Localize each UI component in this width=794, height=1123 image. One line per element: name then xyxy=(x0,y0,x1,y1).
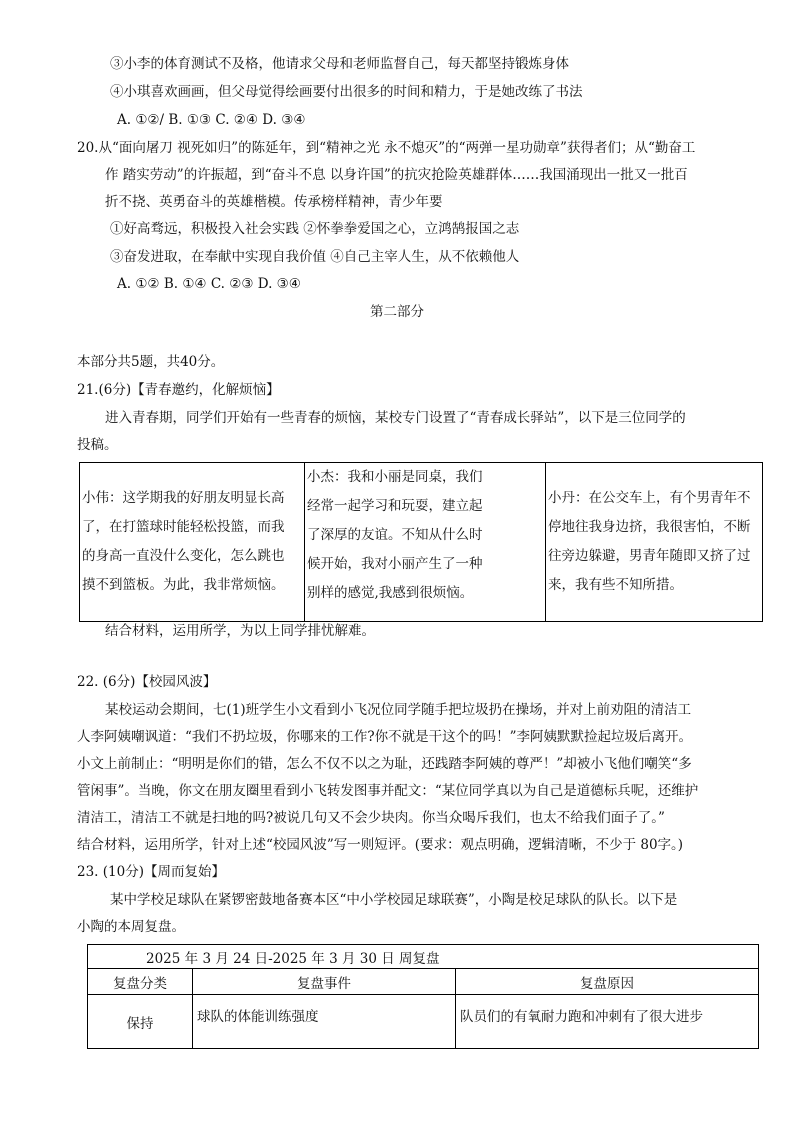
q20-options-3-4: ③奋发进取，在奉献中实现自我价值 ④自己主宰人生，从不依赖他人 xyxy=(110,249,520,265)
q19-option-3: ③小李的体育测试不及格，他请求父母和老师监督自己，每天都坚持锻炼身体 xyxy=(110,56,569,72)
q23-para-line1: 某中学校足球队在紧锣密鼓地备赛本区“中小学校园足球联赛”，小陶是校足球队的队长。以下是 xyxy=(110,892,678,908)
q21-para-line2: 投稿。 xyxy=(77,437,118,453)
q22-header: 22. (6分)【校园风波】 xyxy=(77,674,217,690)
q21-para-line1: 进入青春期，同学们开始有一些青春的烦恼，某校专门设置了“青春成长驿站”，以下是三位同学的 xyxy=(105,410,686,426)
q21-cell-xiaowei: 小伟：这学期我的好朋友明显长高 了，在打篮球时能轻松投篮，而我 的身高一直没什么变化，怎么跳也 摸不到篮板。为此，我非常烦恼。 xyxy=(80,463,305,622)
q23-header-event: 复盘事件 xyxy=(193,969,456,995)
q21-student-table xyxy=(79,462,763,622)
q23-review-table xyxy=(87,944,759,1049)
q22-line1: 某校运动会期间，七(1)班学生小文看到小飞况位同学随手把垃圾扔在操场，并对上前劝阻的清洁工 xyxy=(105,702,692,718)
q20-options-1-2: ①好高骛远，积极投入社会实践 ②怀拳拳爱国之心，立鸿鹄报国之志 xyxy=(110,221,520,237)
q23-row-category: 保持 xyxy=(88,995,193,1049)
q22-line3: 小文上前制止：“明明是你们的错，怎么不仅不以之为耻，还践踏李阿姨的尊严！”却被小飞他们嘲笑“多 xyxy=(77,756,692,772)
q22-line2: 人李阿姨嘲讽道：“我们不扔垃圾，你哪来的工作?你不就是干这个的吗！”李阿姨默默捡起垃圾后离开。 xyxy=(77,729,693,745)
q23-para-line2: 小陶的本周复盘。 xyxy=(77,919,185,935)
q22-task: 结合材料，运用所学，针对上述“校园风波”写一则短评。(要求：观点明确，逻辑清晰，不少于 80字。) xyxy=(77,837,684,853)
q21-task: 结合材料，运用所学，为以上同学排忧解难。 xyxy=(105,623,375,639)
q23-row-reason: 队员们的有氧耐力跑和冲刺有了很大进步 xyxy=(456,995,759,1049)
q19-answers: A. ①②/ B. ①③ C. ②④ D. ③④ xyxy=(117,112,306,128)
q22-line5: 清洁工，清洁工不就是扫地的吗?被说几句又不会少块肉。你当众喝斥我们，也太不给我们面子了。” xyxy=(77,810,665,826)
q21-header: 21.(6分)【青春邀约，化解烦恼】 xyxy=(77,382,280,398)
q20-stem-line1: 20.从“面向屠刀 视死如归”的陈延年，到“精神之光 永不熄灭”的“两弹一星功勋章”获得者们；从“勤奋工 xyxy=(77,140,696,156)
part2-title: 第二部分 xyxy=(370,304,424,320)
q23-header: 23. (10分)【周而复始】 xyxy=(77,864,225,880)
q20-stem-line2: 作 踏实劳动”的许振超，到“奋斗不息 以身许国”的抗灾抢险英雄群体……我国涌现出一批又一批百 xyxy=(105,167,688,183)
q19-option-4: ④小琪喜欢画画，但父母觉得绘画要付出很多的时间和精力，于是她改练了书法 xyxy=(110,84,583,100)
q23-header-reason: 复盘原因 xyxy=(456,969,759,995)
q22-line4: 管闲事”。当晚，你文在朋友圈里看到小飞转发图事并配文：“某位同学真以为自己是道德标兵呢，还维护 xyxy=(77,783,699,799)
q21-cell-xiaojie: 小杰：我和小丽是同桌，我们 经常一起学习和玩耍，建立起 了深厚的友谊。不知从什么时 候开始，我对小丽产生了一种 别样的感觉,我感到很烦恼。 xyxy=(305,463,546,622)
q21-cell-xiaodan: 小丹：在公交车上，有个男青年不 停地往我身边挤，我很害怕，不断 往旁边躲避，男青年随即又挤了过 来，我有些不知所措。 xyxy=(546,463,763,622)
q23-table-title: 2025 年 3 月 24 日-2025 年 3 月 30 日 周复盘 xyxy=(88,945,759,969)
part2-intro: 本部分共5题，共40分。 xyxy=(77,354,225,370)
q23-header-category: 复盘分类 xyxy=(88,969,193,995)
q20-answers: A. ①② B. ①④ C. ②③ D. ③④ xyxy=(117,276,301,292)
q20-stem-line3: 折不挠、英勇奋斗的英雄楷模。传承榜样精神，青少年要 xyxy=(105,194,443,210)
q23-row-event: 球队的体能训练强度 xyxy=(193,995,456,1049)
